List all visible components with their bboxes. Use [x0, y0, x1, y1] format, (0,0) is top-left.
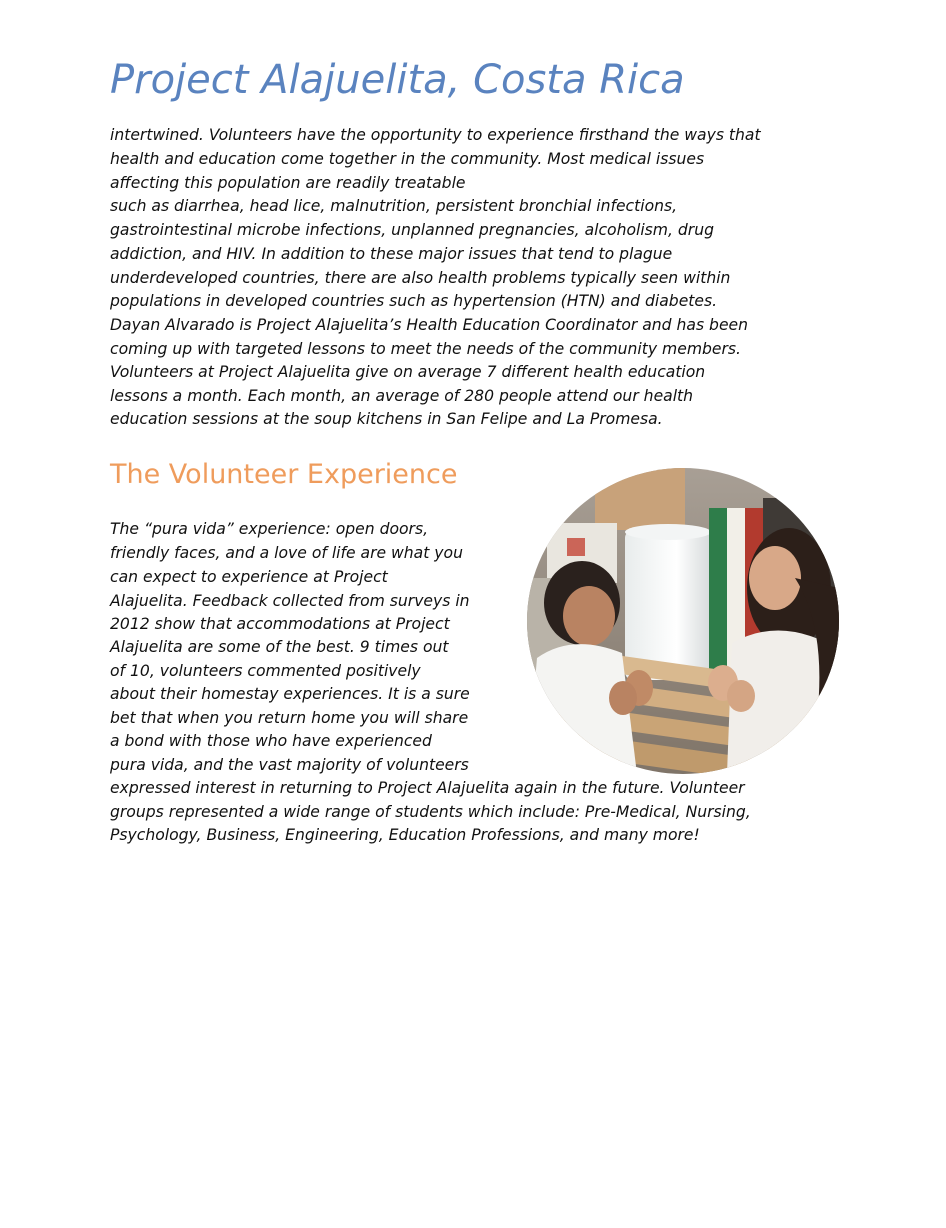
intro-line: populations in developed countries such as hypertension (HTN) and diabetes.: [110, 292, 718, 310]
intro-line: addiction, and HIV. In addition to these major issues that tend to plague: [110, 245, 673, 263]
page-title: Project Alajuelita, Costa Rica: [110, 57, 685, 103]
volunteer-line: about their homestay experiences. It is a sure: [110, 685, 470, 703]
intro-line: coming up with targeted lessons to meet the needs of the community members.: [110, 340, 742, 358]
section-heading-volunteer-experience: The Volunteer Experience: [110, 459, 458, 490]
volunteer-line: expressed interest in returning to Project Alajuelita again in the future. Volunteer: [110, 779, 745, 797]
intro-line: Volunteers at Project Alajuelita give on average 7 different health education: [110, 363, 706, 381]
volunteer-line: bet that when you return home you will share: [110, 709, 469, 727]
volunteer-line: 2012 show that accommodations at Project: [110, 615, 450, 633]
intro-line: education sessions at the soup kitchens in San Felipe and La Promesa.: [110, 410, 663, 428]
intro-line: intertwined. Volunteers have the opportunity to experience firsthand the ways that: [110, 126, 761, 144]
intro-line: Dayan Alvarado is Project Alajuelita’s Health Education Coordinator and has been: [110, 316, 749, 334]
intro-line: health and education come together in the community. Most medical issues: [110, 150, 705, 168]
intro-line: underdeveloped countries, there are also health problems typically seen within: [110, 269, 731, 287]
volunteer-line: The “pura vida” experience: open doors,: [110, 520, 429, 538]
volunteer-line: Alajuelita are some of the best. 9 times out: [110, 638, 449, 656]
volunteer-line: a bond with those who have experienced: [110, 732, 432, 750]
intro-line: gastrointestinal microbe infections, unplanned pregnancies, alcoholism, drug: [110, 221, 714, 239]
volunteer-line: groups represented a wide range of students which include: Pre-Medical, Nursing,: [110, 803, 751, 821]
volunteer-line: pura vida, and the vast majority of volunteers: [110, 756, 469, 774]
volunteer-line: friendly faces, and a love of life are what you: [110, 544, 463, 562]
intro-line: such as diarrhea, head lice, malnutrition, persistent bronchial infections,: [110, 197, 678, 215]
volunteer-line: Alajuelita. Feedback collected from surveys in: [110, 592, 470, 610]
volunteer-line: Psychology, Business, Engineering, Education Professions, and many more!: [110, 826, 700, 844]
volunteers-clapping-photo: [527, 468, 839, 774]
volunteer-line: of 10, volunteers commented positively: [110, 662, 421, 680]
intro-line: affecting this population are readily treatable: [110, 174, 466, 192]
intro-line: lessons a month. Each month, an average of 280 people attend our health: [110, 387, 694, 405]
volunteer-line: can expect to experience at Project: [110, 568, 388, 586]
